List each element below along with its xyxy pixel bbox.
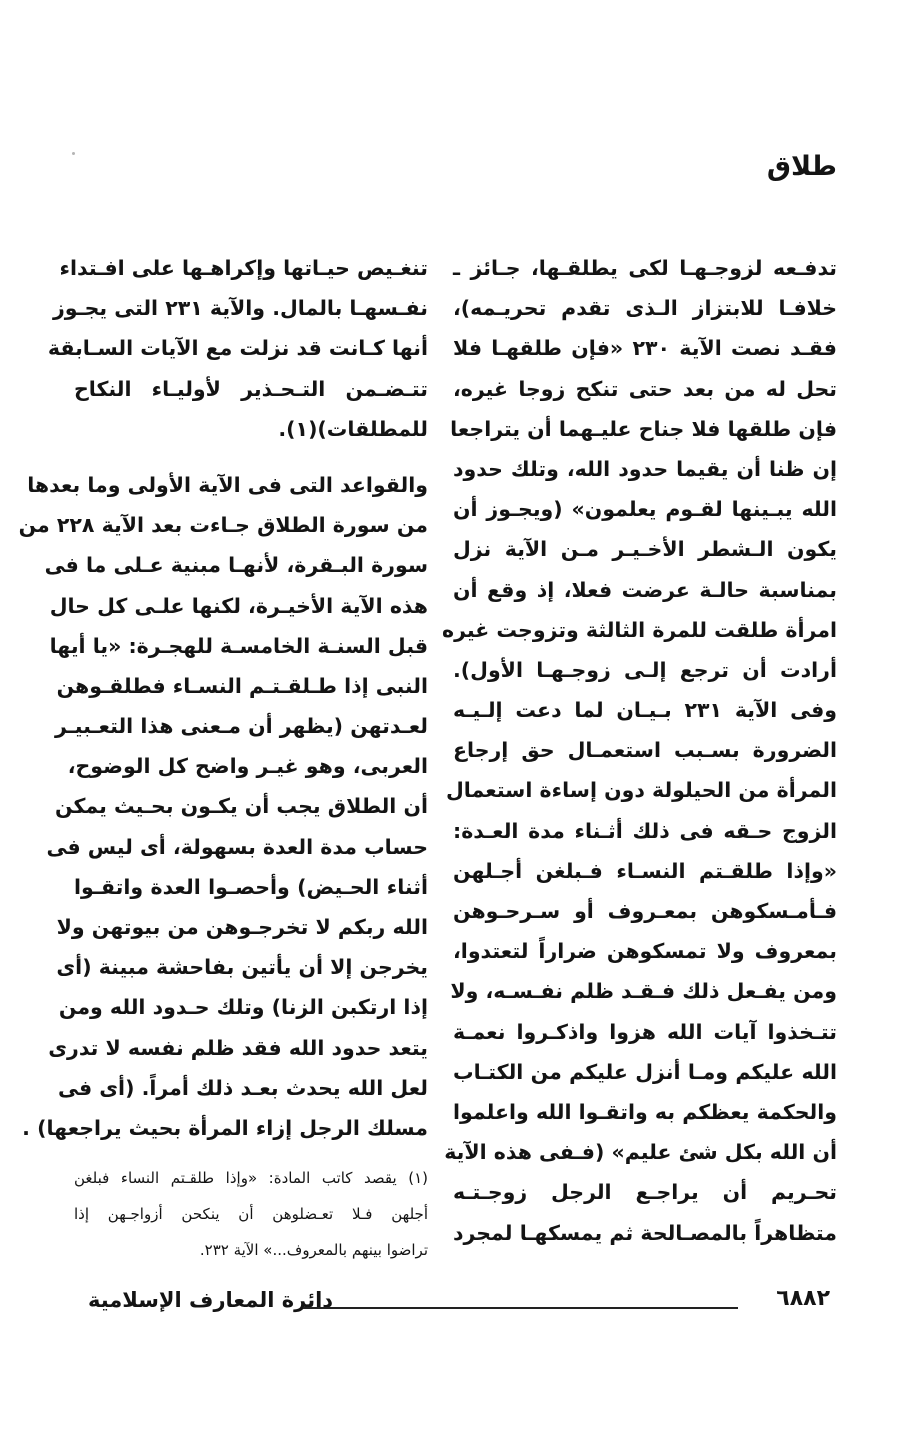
text-line: الله عليكم ومـا أنزل عليكم من الكتـاب [453,1059,837,1084]
footer-rule [303,1307,738,1309]
text-line: فإن طلقها فلا جناح عليـهما أن يتراجعا [450,416,837,441]
text-line: يخرجن إلا أن يأتين بفاحشة مبينة (أى [56,955,428,980]
text-line: نفـسهـا بالمال. والآية ٢٣١ التى يجـوز [52,296,428,321]
text-line: «وإذا طلقـتم النسـاء فـبلغن أجـلهن [453,858,837,883]
footnote-line: (١) يقصد كاتب المادة: «وإذا طلقـتم النساء فبلغن [74,1169,428,1188]
paragraph-gap [74,449,428,465]
text-line: بمعروف ولا تمسكوهن ضراراً لتعتدوا، [453,939,837,964]
text-line: تحـريم أن يراجـع الرجل زوجـتـه [453,1180,837,1205]
text-line: والحكمة يعظكم به واتقـوا الله واعلموا [453,1099,837,1124]
paragraph-continuation [47,248,428,449]
text-line: ومن يفـعل ذلك فـقـد ظلم نفـسـه، ولا [450,979,837,1004]
scan-speck [72,152,75,155]
left-column [18,248,428,1268]
text-line: أن الله بكل شئ عليم» (فـفى هذه الآية [444,1140,837,1165]
text-line: تنغـيص حيـاتها وإكراهـها على افـتداء [59,256,428,280]
text-line: المرأة من الحيلولة دون إساءة استعمال [446,778,837,803]
text-line: من سورة الطلاق جـاءت بعد الآية ٢٢٨ من [18,513,428,538]
text-line: للمطلقات)(١). [278,416,428,441]
paragraph-rules [18,465,428,1148]
text-line: تدفـعه لزوجـهـا لكى يطلقـها، جـائز ـ [453,256,837,280]
text-line: تحل له من بعد حتى تنكح زوجا غيره، [453,376,837,401]
text-line: وفى الآية ٢٣١ بـيـان لما دعت إلـيـه [453,698,837,723]
text-line: يتعد حدود الله فقد ظلم نفسه لا تدرى [48,1035,428,1060]
page-number: ٦٨٨٢ [776,1286,830,1311]
text-line: سورة البـقرة، لأنهـا مبنية عـلى ما فى [44,553,428,578]
text-line: بمناسبة حالـة عرضت فعلا، إذ وقع أن [453,577,837,602]
text-line: إن ظنا أن يقيما حدود الله، وتلك حدود [453,456,837,481]
text-line: النبى إذا طـلقـتـم النسـاء فطلقـوهن [56,673,428,698]
text-line: إذا ارتكبن الزنا) وتلك حـدود الله ومن [58,995,428,1020]
text-line: الضرورة بسـبب استعمـال حق إرجاع [453,738,837,763]
text-line: الله ربكم لا تخرجـوهن من بيوتهن ولا [56,915,428,939]
text-line: تتـخذوا آيات الله هزوا واذكـروا نعمـة [453,1019,837,1044]
publication-title: دائرة المعارف الإسلامية [88,1288,334,1312]
text-line: الزوج حـقه فى ذلك أثـناء مدة العـدة: [453,818,837,843]
text-line: أثناء الحـيض) وأحصـوا العدة واتقـوا [74,874,428,899]
footnote-line: تراضوا بينهم بالمعروف...» الآية ٢٣٢. [199,1241,428,1260]
text-line: خلافـا للابتزاز الـذى تقدم تحريـمه)، [453,296,837,321]
text-line: يكون الـشطر الأخـيـر مـن الآية نزل [453,537,837,562]
text-line: حساب مدة العدة بسهولة، أى ليس فى [46,834,428,859]
text-line: أرادت أن ترجع إلـى زوجـهـا الأول). [453,657,837,682]
text-line: هذه الآية الأخيـرة، لكنها علـى كل حال [49,593,428,618]
text-line: أن الطلاق يجب أن يكـون بحـيث يمكن [55,794,428,819]
text-line: متظاهراً بالمصـالحة ثم يمسكهـا لمجرد [453,1220,837,1245]
text-line: الله يبـينها لقـوم يعلمون» (ويجـوز أن [453,497,837,522]
text-line: لعل الله يحدث بعـد ذلك أمراً. (أى فى [57,1075,428,1100]
text-line: أنها كـانت قد نزلت مع الآيات السـابقة [47,336,428,361]
footnote-line: أجلهن فـلا تعـضلوهن أن ينكحن أزواجـهن إذا [74,1205,428,1224]
text-line: تتـضـمن التـحـذير لأوليـاء النكاح [74,376,428,401]
text-line: مسلك الرجل إزاء المرأة بحيث يراجعها) . [22,1115,428,1140]
running-head: طلاق [766,151,837,182]
text-line: قبل السنـة الخامسـة للهجـرة: «يا أيها [49,633,428,658]
right-column [441,248,837,1253]
text-line: فـأمـسكوهن بمعـروف أو سـرحـوهن [453,899,837,923]
text-line: امرأة طلقت للمرة الثالثة وتزوجت غيره [441,617,837,642]
text-line: لعـدتهن (يظهر أن مـعنى هذا التعـبيـر [55,714,428,739]
footnote [74,1160,428,1268]
page-footer [88,1282,830,1332]
text-line: والقواعد التى فى الآية الأولى وما بعدها [27,472,428,497]
text-line: فقـد نصت الآية ٢٣٠ «فإن طلقهـا فلا [453,336,837,361]
text-line: العربى، وهو غيـر واضح كل الوضوح، [67,754,428,779]
